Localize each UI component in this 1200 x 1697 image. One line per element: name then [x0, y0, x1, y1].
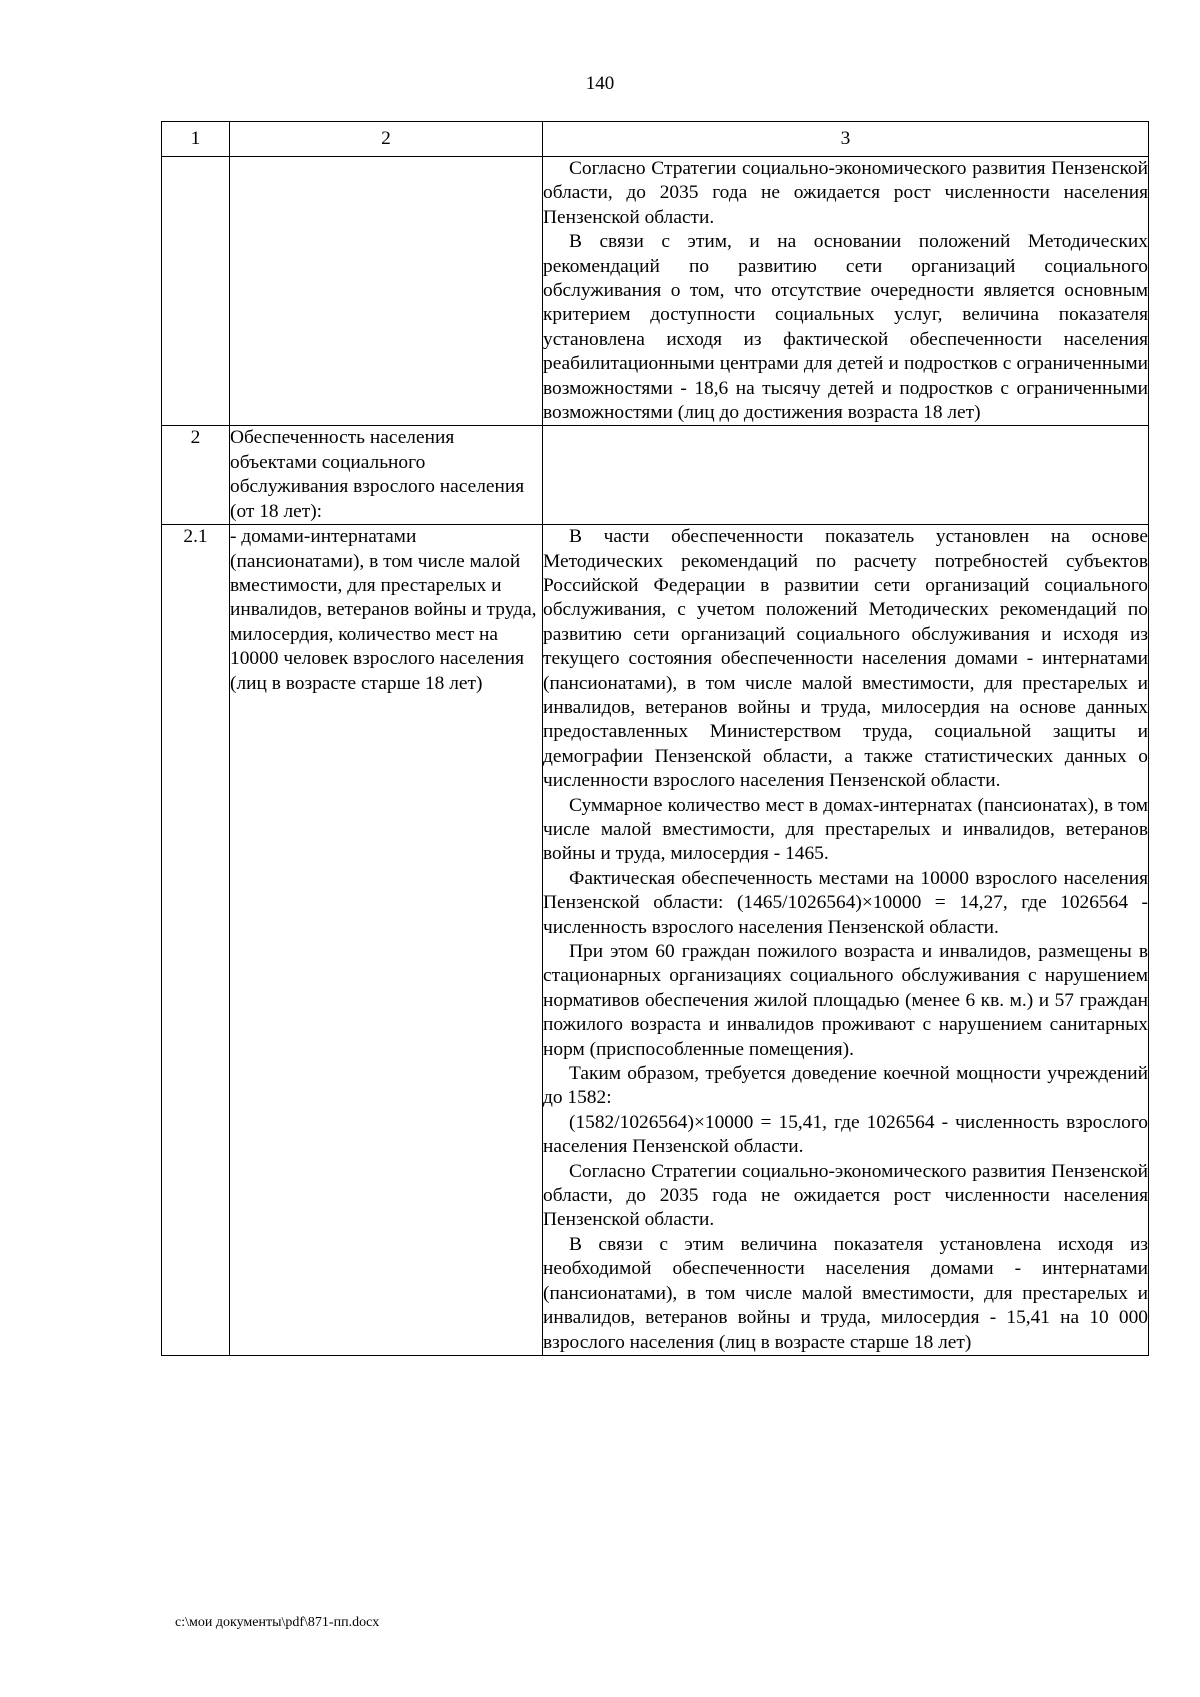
file-path-footer: c:\мои документы\pdf\871-пп.docx	[175, 1615, 380, 1630]
table-header-row	[162, 122, 1149, 157]
row-number: 2.1	[162, 525, 230, 1356]
column-header-2: 2	[230, 122, 543, 157]
indicator-name: - домами-интернатами (пансионатами), в том числе малой вместимости, для престарелых и инвалидов, ветеранов войны и труда, милосердия, количество мест на 10000 человек взрослого населения (лиц в возрасте старше 18 лет)	[230, 525, 543, 1356]
indicator-rationale	[543, 525, 1149, 1356]
page-number: 140	[585, 73, 615, 94]
rationale-paragraph: (1582/1026564)×10000 = 15,41, где 1026564 - численность взрослого населения Пензенской области.	[543, 1111, 1148, 1158]
indicator-table	[161, 121, 1149, 1356]
table-row	[162, 157, 1149, 426]
rationale-paragraph: Согласно Стратегии социально-экономического развития Пензенской области, до 2035 года не ожидается рост численности населения Пензенской области.	[543, 1160, 1148, 1231]
rationale-paragraph: Таким образом, требуется доведение коечной мощности учреждений до 1582:	[543, 1063, 1148, 1109]
row-number: 2	[162, 426, 230, 525]
rationale-paragraph: Суммарное количество мест в домах-интернатах (пансионатах), в том числе малой вместимости, для престарелых и инвалидов, ветеранов войны и труда, милосердия - 1465.	[543, 794, 1148, 865]
table-row	[162, 426, 1149, 525]
column-header-1: 1	[162, 122, 230, 157]
rationale-paragraph: В связи с этим величина показателя установлена исходя из необходимой обеспеченности населения домами - интернатами (пансионатами), в том числе малой вместимости, для престарелых и инвалидов, ветеранов войны и труда, милосердия - 15,41 на 10 000 взрослого населения (лиц в возрасте старше 18 лет)	[543, 1233, 1148, 1353]
indicator-name	[230, 157, 543, 426]
rationale-paragraph: Согласно Стратегии социально-экономического развития Пензенской области, до 2035 года не ожидается рост численности населения Пензенской области.	[543, 158, 1148, 228]
rationale-paragraph: В связи с этим, и на основании положений Методических рекомендаций по развитию сети организаций социального обслуживания о том, что отсутствие очередности является основным критерием доступности социальных услуг, величина показателя установлена исходя из фактической обеспеченности населения реабилитационными центрами для детей и подростков с ограниченными возможностями - 18,6 на тысячу детей и подростков с ограниченными возможностями (лиц до достижения возраста 18 лет)	[543, 231, 1148, 424]
rationale-paragraph: При этом 60 граждан пожилого возраста и инвалидов, размещены в стационарных организациях социального обслуживания с нарушением нормативов обеспечения жилой площадью (менее 6 кв. м.) и 57 граждан пожилого возраста и инвалидов проживают с нарушением санитарных норм (приспособленные помещения).	[543, 941, 1148, 1060]
indicator-rationale	[543, 157, 1149, 426]
table-row	[162, 525, 1149, 1356]
row-number	[162, 157, 230, 426]
rationale-paragraph: В части обеспеченности показатель установлен на основе Методических рекомендаций по расчету потребностей субъектов Российской Федерации в развитии сети организаций социального обслуживания, с учетом положений Методических рекомендаций по развитию сети организаций социального обслуживания и исходя из текущего состояния обеспеченности населения домами - интернатами (пансионатами), в том числе малой вместимости, для престарелых и инвалидов, ветеранов войны и труда, милосердия на основе данных предоставленных Министерством труда, социальной защиты и демографии Пензенской области, а также статистических данных о численности взрослого населения Пензенской области.	[543, 526, 1148, 792]
indicator-rationale	[543, 426, 1149, 525]
indicator-name: Обеспеченность населения объектами социального обслуживания взрослого населения (от 18 лет):	[230, 426, 543, 525]
column-header-3: 3	[543, 122, 1149, 157]
rationale-paragraph: Фактическая обеспеченность местами на 10000 взрослого населения Пензенской области: (1465/1026564)×10000 = 14,27, где 1026564 - численность взрослого населения Пензенской области.	[543, 867, 1148, 938]
